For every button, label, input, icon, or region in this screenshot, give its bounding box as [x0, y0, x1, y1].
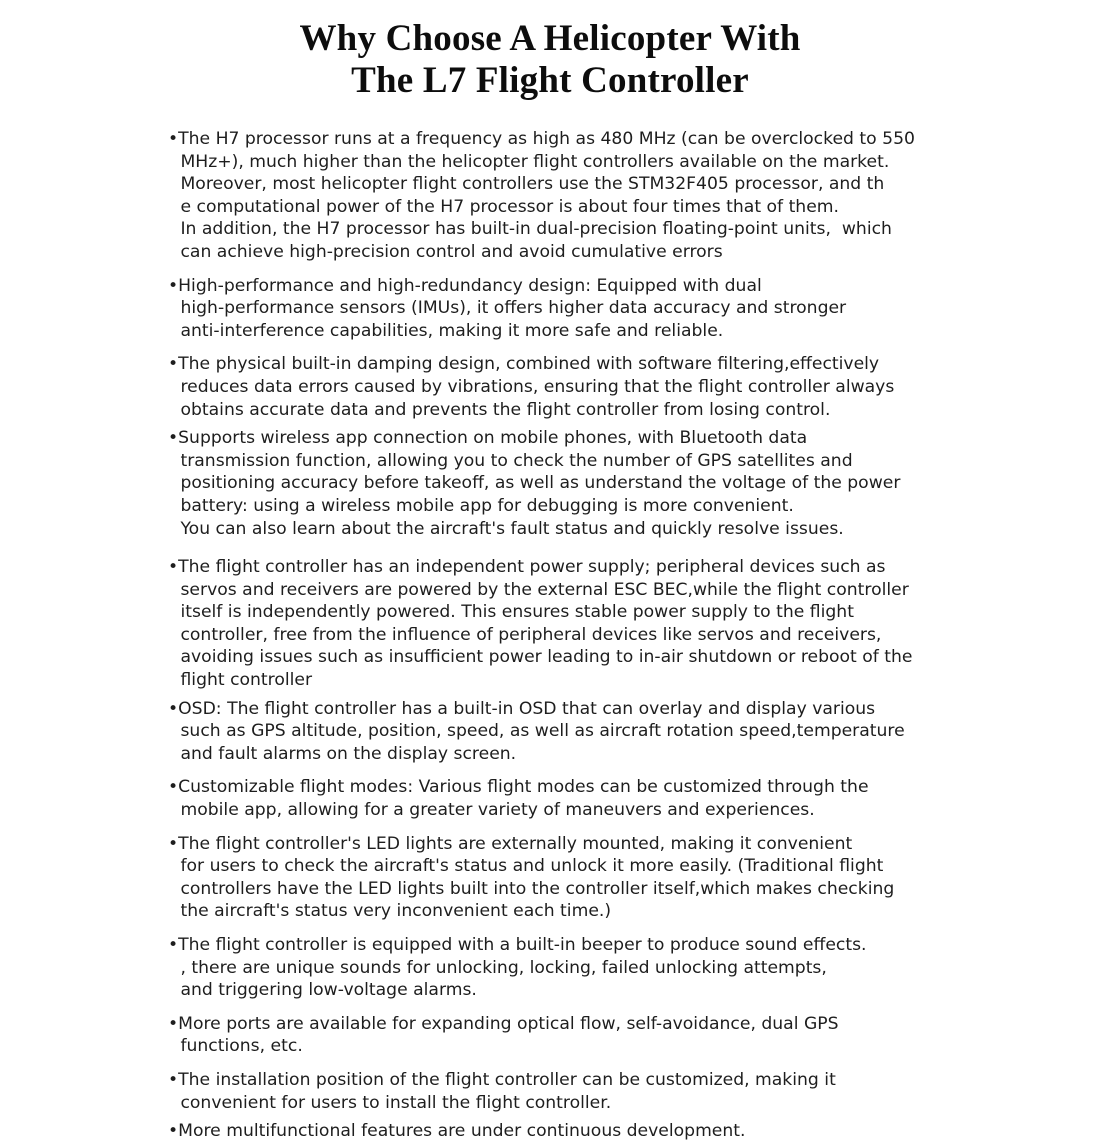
list-item-line: You can also learn about the aircraft's fault status and quickly resolve issues. — [175, 518, 844, 539]
list-item-line: e computational power of the H7 processor is about four times that of them. — [175, 196, 839, 217]
list-item-line: positioning accuracy before takeoff, as well as understand the voltage of the power — [175, 473, 901, 494]
list-item-line: for users to check the aircraft's status and unlock it more easily. (Traditional flight — [175, 856, 884, 877]
list-item-more-ports — [168, 1013, 1005, 1058]
page-title — [0, 18, 1100, 102]
list-item-line: •The flight controller is equipped with a built-in beeper to produce sound effects. — [168, 935, 867, 955]
list-item-line: •The H7 processor runs at a frequency as high as 480 MHz (can be overclocked to 550 — [168, 129, 915, 149]
list-item-line: flight controller — [175, 670, 313, 691]
list-item-line: •The installation position of the flight controller can be customized, making it — [168, 1069, 836, 1090]
list-item-line: obtains accurate data and prevents the flight controller from losing control. — [175, 399, 831, 420]
list-item-line: servos and receivers are powered by the external ESC BEC,while the flight controller — [175, 579, 909, 600]
list-item-led-lights — [168, 833, 1005, 923]
list-item-line: anti-interference capabilities, making it more safe and reliable. — [175, 320, 724, 341]
list-item-wireless-app — [168, 427, 1005, 540]
list-item-line: convenient for users to install the flight controller. — [175, 1092, 612, 1113]
list-item-line: functions, etc. — [175, 1036, 303, 1057]
list-item-line: •More multifunctional features are under continuous development. — [168, 1121, 746, 1142]
list-item-line: and fault alarms on the display screen. — [175, 743, 517, 764]
list-item-line: •The flight controller has an independent power supply; peripheral devices such as — [168, 557, 886, 578]
list-item-line: controllers have the LED lights built into the controller itself,which makes checking — [175, 878, 895, 899]
list-item-line: transmission function, allowing you to check the number of GPS satellites and — [175, 450, 853, 471]
list-item-line: •OSD: The flight controller has a built-in OSD that can overlay and display various — [168, 698, 876, 719]
list-item-osd — [168, 698, 1005, 766]
list-item-line: and triggering low-voltage alarms. — [175, 980, 477, 1001]
list-item-line: such as GPS altitude, position, speed, as well as aircraft rotation speed,temperature — [175, 721, 905, 742]
list-item-line: •More ports are available for expanding optical flow, self-avoidance, dual GPS — [168, 1013, 839, 1034]
list-item-line: Moreover, most helicopter flight controllers use the STM32F405 processor, and th — [175, 174, 885, 195]
list-item-line: •Customizable flight modes: Various flight modes can be customized through the — [168, 777, 869, 798]
list-item-line: itself is independently powered. This ensures stable power supply to the flight — [175, 602, 854, 623]
list-item-line: high-performance sensors (IMUs), it offers higher data accuracy and stronger — [175, 298, 847, 319]
list-item-line: •The flight controller's LED lights are externally mounted, making it convenient — [168, 833, 853, 854]
list-item-line: , there are unique sounds for unlocking, locking, failed unlocking attempts, — [175, 957, 827, 978]
list-item-line: In addition, the H7 processor has built-in dual-precision floating-point units, which — [175, 219, 892, 240]
list-item-line: mobile app, allowing for a greater variety of maneuvers and experiences. — [175, 800, 815, 821]
list-item-line: •Supports wireless app connection on mobile phones, with Bluetooth data — [168, 428, 808, 449]
list-item-beeper — [168, 934, 1005, 1002]
page-title-line-2: The L7 Flight Controller — [351, 60, 749, 101]
list-item-line: MHz+), much higher than the helicopter flight controllers available on the market. — [175, 151, 890, 172]
list-item-customizable-flight-modes — [168, 776, 1005, 821]
list-item-independent-power-supply — [168, 556, 1005, 692]
list-item-line: controller, free from the influence of peripheral devices like servos and receivers, — [175, 624, 882, 645]
list-item-line: the aircraft's status very inconvenient each time.) — [175, 901, 612, 922]
list-item-line: battery: using a wireless mobile app for debugging is more convenient. — [175, 495, 794, 516]
list-item-installation-position — [168, 1069, 1005, 1114]
list-item-damping-design — [168, 353, 1005, 421]
list-item-high-performance-redundancy — [168, 275, 1005, 343]
list-item-line: can achieve high-precision control and avoid cumulative errors — [175, 241, 723, 262]
page-title-line-1: Why Choose A Helicopter With — [299, 18, 801, 59]
list-item-line: avoiding issues such as insufficient power leading to in-air shutdown or reboot of the — [175, 647, 913, 668]
feature-bullet-list — [0, 128, 1100, 1143]
list-item-h7-processor — [168, 128, 1005, 264]
list-item-line: •High-performance and high-redundancy design: Equipped with dual — [168, 275, 762, 296]
list-item-line: reduces data errors caused by vibrations, ensuring that the flight controller always — [175, 376, 895, 397]
list-item-more-features — [168, 1120, 1005, 1143]
list-item-line: •The physical built-in damping design, combined with software filtering,effectively — [168, 354, 880, 375]
